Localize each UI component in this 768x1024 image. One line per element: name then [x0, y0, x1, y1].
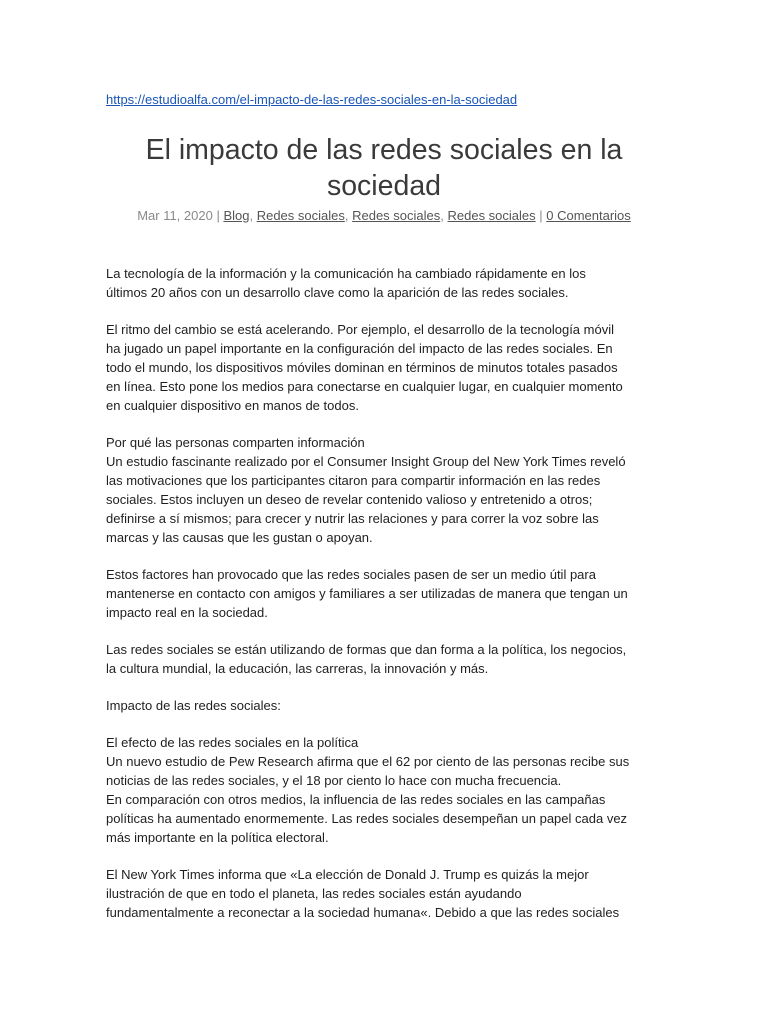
category-link-blog[interactable]: Blog — [223, 208, 250, 223]
text-line: impacto real en la sociedad. — [106, 605, 268, 620]
paragraph — [106, 320, 686, 415]
text-line: todo el mundo, los dispositivos móviles dominan en términos de minutos totales pasados — [106, 360, 618, 375]
text-line: más importante en la política electoral. — [106, 830, 329, 845]
text-line: La tecnología de la información y la comunicación ha cambiado rápidamente en los — [106, 266, 586, 281]
text-line: la cultura mundial, la educación, las carreras, la innovación y más. — [106, 661, 489, 676]
text-line: En comparación con otros medios, la influencia de las redes sociales en las campañas — [106, 792, 606, 807]
text-line: Por qué las personas comparten información — [106, 435, 365, 450]
text-line: últimos 20 años con un desarrollo clave como la aparición de las redes sociales. — [106, 285, 569, 300]
meta-comma: , — [440, 208, 448, 223]
comments-link[interactable]: 0 Comentarios — [546, 208, 631, 223]
article-body — [106, 264, 686, 940]
paragraph — [106, 565, 686, 622]
meta-comma: , — [249, 208, 257, 223]
text-line: Un nuevo estudio de Pew Research afirma que el 62 por ciento de las personas recibe sus — [106, 754, 630, 769]
text-line: las motivaciones que los participantes citaron para compartir información en las redes — [106, 473, 601, 488]
text-line: definirse a sí mismos; para crecer y nutrir las relaciones y para correr la voz sobre las — [106, 511, 599, 526]
text-line: mantenerse en contacto con amigos y familiares a ser utilizadas de manera que tengan un — [106, 586, 628, 601]
paragraph — [106, 865, 686, 922]
text-line: El New York Times informa que «La elección de Donald J. Trump es quizás la mejor — [106, 867, 589, 882]
text-line: en cualquier dispositivo en manos de todos. — [106, 398, 359, 413]
text-line: ilustración de que en todo el planeta, las redes sociales están ayudando — [106, 886, 522, 901]
text-line: Estos factores han provocado que las redes sociales pasen de ser un medio útil para — [106, 567, 596, 582]
text-line: en línea. Esto pone los medios para conectarse en cualquier lugar, en cualquier momento — [106, 379, 623, 394]
paragraph — [106, 733, 686, 847]
paragraph — [106, 640, 686, 678]
category-link-redes-sociales[interactable]: Redes sociales — [352, 208, 441, 223]
source-url-link[interactable]: https://estudioalfa.com/el-impacto-de-las-redes-sociales-en-la-sociedad — [106, 92, 518, 107]
text-line: sociales. Estos incluyen un deseo de revelar contenido valioso y entretenido a otros; — [106, 492, 593, 507]
text-line: marcas y las causas que les gustan o apoyan. — [106, 530, 373, 545]
post-date: Mar 11, 2020 — [137, 208, 213, 223]
category-link-redes-sociales[interactable]: Redes sociales — [256, 208, 345, 223]
meta-separator: | — [535, 208, 547, 223]
title-line: sociedad — [326, 170, 442, 202]
text-line: noticias de las redes sociales, y el 18 por ciento lo hace con mucha frecuencia. — [106, 773, 562, 788]
text-line: Un estudio fascinante realizado por el Consumer Insight Group del New York Times reveló — [106, 454, 626, 469]
article-meta — [0, 208, 768, 223]
meta-separator: | — [212, 208, 224, 223]
paragraph — [106, 264, 686, 302]
text-line: Impacto de las redes sociales: — [106, 698, 281, 713]
meta-comma: , — [344, 208, 353, 223]
text-line: políticas ha aumentado enormemente. Las redes sociales desempeñan un papel cada vez — [106, 811, 628, 826]
paragraph — [106, 433, 686, 547]
title-line: El impacto de las redes sociales en la — [145, 134, 623, 166]
paragraph — [106, 696, 686, 715]
text-line: Las redes sociales se están utilizando de formas que dan forma a la política, los negocios, — [106, 642, 627, 657]
article-title — [100, 132, 668, 204]
text-line: El ritmo del cambio se está acelerando. Por ejemplo, el desarrollo de la tecnología móvil — [106, 322, 614, 337]
category-link-redes-sociales[interactable]: Redes sociales — [447, 208, 536, 223]
text-line: El efecto de las redes sociales en la política — [106, 735, 359, 750]
text-line: ha jugado un papel importante en la configuración del impacto de las redes sociales. En — [106, 341, 613, 356]
text-line: fundamentalmente a reconectar a la sociedad humana«. Debido a que las redes sociales — [106, 905, 620, 920]
